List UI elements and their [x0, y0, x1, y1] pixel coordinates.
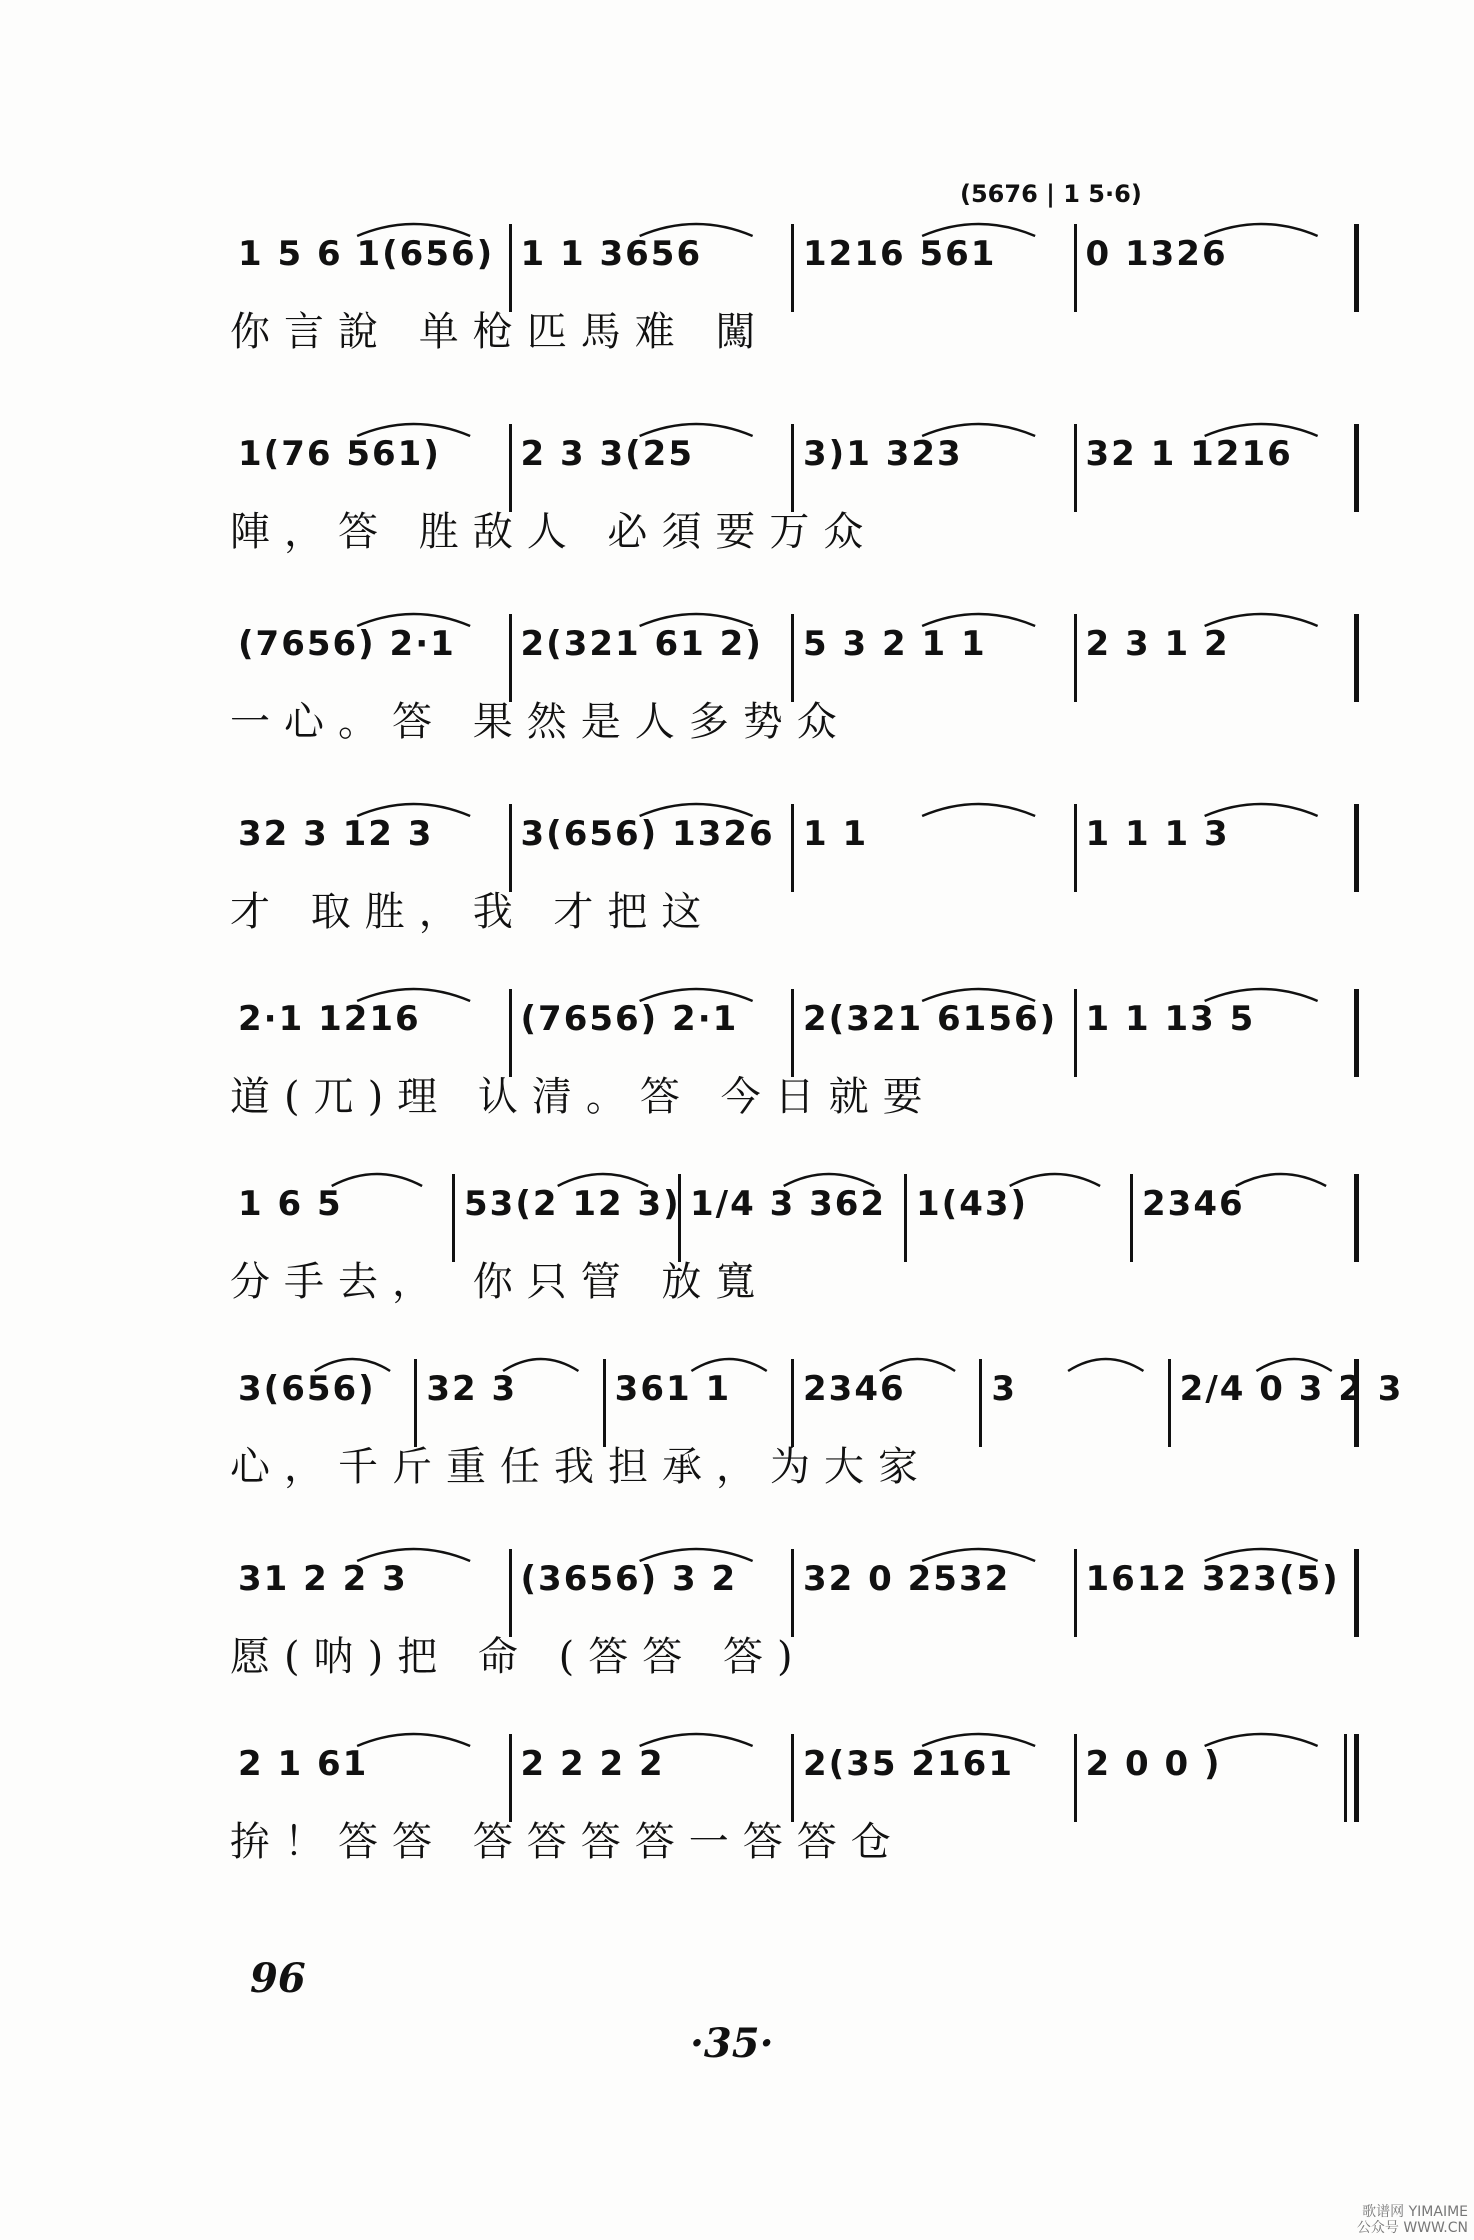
measure: 1 1	[803, 814, 869, 854]
measure: 2 3 3(25	[520, 434, 694, 474]
watermark-line-2: 公众号 WWW.CN	[1356, 2220, 1468, 2236]
measure: 32 3 12 3	[238, 814, 434, 854]
measure: 2346	[803, 1369, 906, 1409]
prelude-notation: (5676 | 1 5·6)	[960, 180, 1142, 208]
measure: 1 5 6 1(656)	[238, 234, 495, 274]
measure: (3656) 3 2	[520, 1559, 738, 1599]
lyrics-row	[230, 500, 1360, 555]
measure: 5 3 2 1 1	[803, 624, 987, 664]
notation-row	[230, 1184, 1360, 1234]
lyrics-text: 陣，答 胜敌人 必須要万众	[230, 509, 878, 555]
lyrics-text: 心，千斤重任我担承，为大家	[230, 1444, 932, 1490]
score-system-5	[230, 965, 1360, 1135]
measure: 1 6 5	[238, 1184, 343, 1224]
lyrics-row	[230, 1065, 1360, 1120]
measure: 3(656)	[238, 1369, 376, 1409]
score-system-7	[230, 1335, 1404, 1505]
lyrics-text: 你言說 单枪匹馬难 闖	[230, 309, 770, 355]
lyrics-row	[230, 1435, 1360, 1490]
notation-row	[230, 1744, 1360, 1794]
measure: 3)1 323	[803, 434, 963, 474]
lyrics-text: 一心。答 果然是人多势众	[230, 699, 851, 745]
measure: 32 1 1216	[1085, 434, 1293, 474]
notation-row	[230, 1559, 1360, 1609]
lyrics-row	[230, 880, 1360, 935]
notation-row	[230, 624, 1360, 674]
measure: 3(656) 1326	[520, 814, 775, 854]
measure: 31 2 2 3	[238, 1559, 408, 1599]
measure: 2346	[1142, 1184, 1245, 1224]
score-system-9	[230, 1710, 1360, 1880]
measure: (7656) 2·1	[238, 624, 456, 664]
measure: 1 1 1 3	[1085, 814, 1230, 854]
lyrics-text: 分手去， 你只管 放寬	[230, 1259, 770, 1305]
page-number-center: ·35·	[690, 2020, 774, 2067]
lyrics-text: 才 取胜，我 才把这	[230, 889, 716, 935]
measure: 1 1 3656	[520, 234, 703, 274]
measure: 2/4 0 3 2 3	[1179, 1369, 1404, 1409]
measure: 2(35 2161	[803, 1744, 1014, 1784]
measure: 1/4 3 362	[690, 1184, 887, 1224]
measure: 2·1 1216	[238, 999, 421, 1039]
lyrics-text: 拚！答答 答答答答一答答仓	[230, 1819, 905, 1865]
measure: 1612 323(5)	[1085, 1559, 1340, 1599]
lyrics-row	[230, 300, 1360, 355]
measure: (7656) 2·1	[520, 999, 739, 1039]
score-system-3	[230, 590, 1360, 760]
score-system-2	[230, 400, 1360, 570]
measure: 361 1	[614, 1369, 732, 1409]
measure: 2 1 61	[238, 1744, 369, 1784]
lyrics-text: 道(兀)理 认清。答 今日就要	[230, 1074, 937, 1120]
lyrics-row	[230, 1810, 1360, 1865]
measure: 2 3 1 2	[1085, 624, 1230, 664]
measure: 2 2 2 2	[520, 1744, 665, 1784]
score-system-1	[230, 200, 1360, 370]
measure: 1(43)	[916, 1184, 1029, 1224]
page-number-left: 96	[250, 1955, 306, 2002]
score-system-8	[230, 1525, 1360, 1695]
measure: 2 0 0 )	[1085, 1744, 1222, 1784]
measure: 3	[991, 1369, 1017, 1409]
watermark-line-1: 歌谱网 YIMAIME	[1362, 2204, 1468, 2220]
lyrics-row	[230, 1250, 1360, 1305]
notation-row	[230, 814, 1360, 864]
measure: 0 1326	[1085, 234, 1228, 274]
measure: 32 3	[426, 1369, 518, 1409]
notation-row	[230, 1369, 1404, 1419]
lyrics-row	[230, 1625, 1360, 1680]
score-system-4	[230, 780, 1360, 950]
notation-row	[230, 234, 1360, 284]
measure: 1(76 561)	[238, 434, 441, 474]
measure: 1216 561	[803, 234, 997, 274]
measure: 53(2 12 3)	[464, 1184, 681, 1224]
notation-row	[230, 999, 1360, 1049]
notation-row	[230, 434, 1360, 484]
lyrics-text: 愿(呐)把 命 (答答 答)	[230, 1634, 807, 1680]
measure: 32 0 2532	[803, 1559, 1011, 1599]
measure: 2(321 6156)	[803, 999, 1058, 1039]
measure: 1 1 13 5	[1085, 999, 1256, 1039]
lyrics-row	[230, 690, 1360, 745]
score-system-6	[230, 1150, 1360, 1320]
watermark	[1357, 2204, 1468, 2236]
measure: 2(321 61 2)	[520, 624, 763, 664]
